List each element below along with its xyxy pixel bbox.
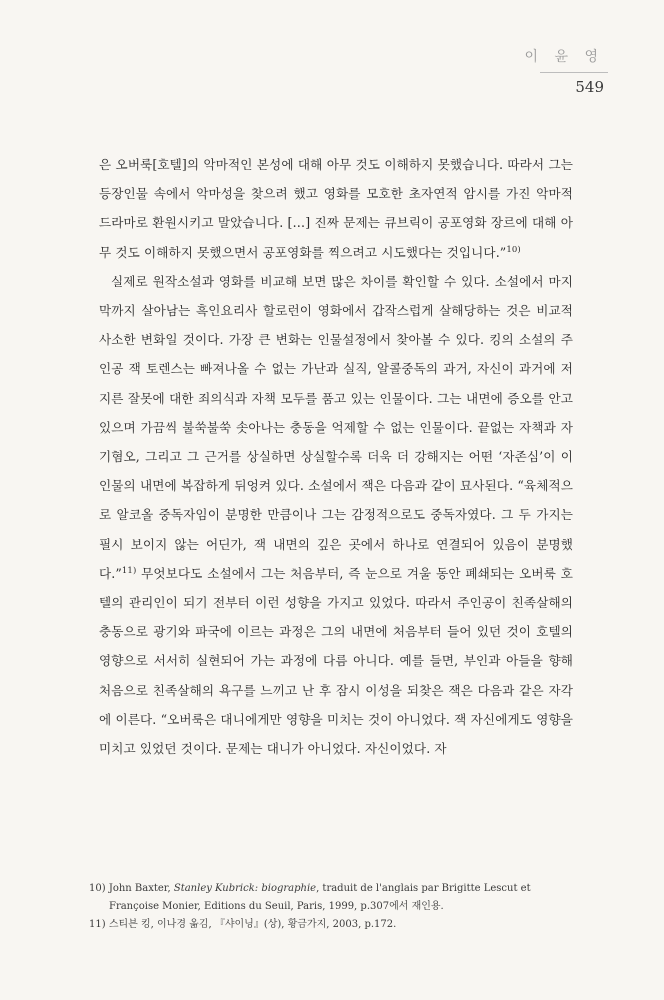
paragraph-2-text-a: 실제로 원작소설과 영화를 비교해 보면 많은 차이를 확인할 수 있다. 소설에서 마지막까지 살아남는 흑인요리사 할로런이 영화에서 갑작스럽게 살해당하는 것은 비교적 사소한 변화일 것이다. 가장 큰 변화는 인물설정에서 찾아볼 수 있다. 킹의 소설의 주인공 잭 토렌스는 빠져나올 수 없는 가난과 실직, 알콜중독의 과거, 자신이 과거에 저지른 잘못에 대한 죄의식과 자책 모두를 품고 있는 인물이다. 그는 내면에 증오를 안고 있으며 가끔씩 불쑥불쑥 솟아나는 충동을 억제할 수 없는 인물이다. 끝없는 자책과 자기혐오, 그리고 그 근거를 상실하면 상실할수록 더욱 더 강해지는 어떤 ‘자존심’이 이 인물의 내면에 복잡하게 뒤엉켜 있다. 소설에서 잭은 다음과 같이 묘사된다. “육체적으로 알코올 중독자임이 분명한 만큼이나 그는 감정적으로도 중독자였다. 그 두 가지는 필시 보이지 않는 어딘가, 잭 내면의 깊은 곳에서 하나로 연결되어 있음이 분명했다.”	[99, 273, 573, 581]
footnote-10-details: , traduit de l'anglais par Brigitte Lescut et Françoise Monier, Editions du Seuil, Paris, 1999, p.307에서 재인용.	[109, 883, 531, 912]
footnote-10-title: Stanley Kubrick: biographie	[173, 883, 317, 894]
header-rule	[540, 72, 608, 73]
paragraph-1	[99, 150, 573, 267]
running-header-author: 이 윤 영	[524, 49, 604, 65]
footnote-11	[89, 916, 579, 934]
footnote-10-author: John Baxter,	[108, 883, 174, 894]
footnote-10-number: 10)	[89, 883, 106, 894]
paragraph-1-text: 은 오버룩[호텔]의 악마적인 본성에 대해 아무 것도 이해하지 못했습니다. 따라서 그는 등장인물 속에서 악마성을 찾으려 했고 영화를 모호한 초자연적 암시를 가진 악마적 드라마로 환원시키고 말았습니다. […] 진짜 문제는 큐브릭이 공포영화 장르에 대해 아무 것도 이해하지 못했으면서 공포영화를 찍으려고 시도했다는 것입니다.”	[99, 157, 573, 260]
paragraph-2-text-b: 무엇보다도 소설에서 그는 처음부터, 즉 눈으로 겨울 동안 폐쇄되는 오버룩 호텔의 관리인이 되기 전부터 이런 성향을 가지고 있었다. 따라서 주인공이 친족살해의 충동으로 광기와 파국에 이르는 과정은 그의 내면에 처음부터 들어 있던 것이 호텔의 영향으로 서서히 실현되어 가는 과정에 다름 아니다. 예를 들면, 부인과 아들을 향해 처음으로 친족살해의 욕구를 느끼고 난 후 잠시 이성을 되찾은 잭은 다음과 같은 자각에 이른다. “오버룩은 대니에게만 영향을 미치는 것이 아니었다. 잭 자신에게도 영향을 미치고 있었던 것이다. 문제는 대니가 아니었다. 자신이었다. 자	[99, 565, 573, 757]
footnote-11-text: 스티븐 킹, 이나경 옮김, 『샤이닝』(상), 황금가지, 2003, p.172.	[108, 919, 397, 930]
body-text	[99, 150, 573, 763]
footnotes	[89, 880, 579, 934]
footnote-11-number: 11)	[89, 919, 106, 930]
footnote-ref-11: 11)	[121, 565, 137, 576]
paragraph-2	[99, 267, 573, 763]
footnote-10	[89, 880, 579, 916]
page-number: 549	[575, 78, 604, 96]
footnote-ref-10: 10)	[506, 244, 521, 255]
